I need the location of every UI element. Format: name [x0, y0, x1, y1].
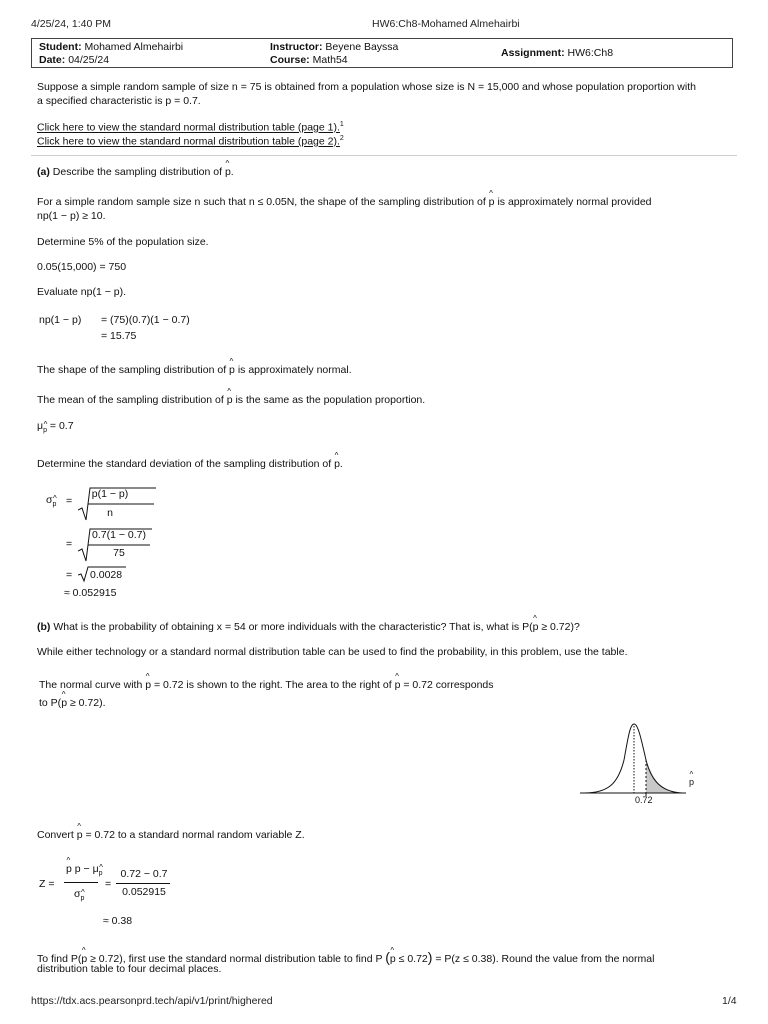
z-fraction-bar-1 [64, 882, 98, 883]
table-link-page-2[interactable]: Click here to view the standard normal distribution table (page 2).$^2$ [37, 135, 344, 148]
sd-result: ≈ 0.052915 [64, 587, 117, 599]
section-divider [31, 155, 737, 156]
student-name: Mohamed Almehairbi [84, 41, 184, 53]
five-percent-calc: 0.05(15,000) = 750 [37, 261, 127, 273]
z-lhs: Z = [39, 878, 55, 890]
sd-sqrt-value: 0.0028 [90, 569, 123, 581]
date-row: Date: 04/25/24 [39, 54, 110, 66]
z-result: ≈ 0.38 [103, 915, 133, 927]
sd-heading: Determine the standard deviation of the sampling distribution of ^ p. [37, 458, 343, 470]
part-b-question: (b) What is the probability of obtaining x = 54 or more individuals with the characteristic? That is, what is P(^ p ≥ 0.72)? [37, 621, 580, 633]
z-numerator-value: 0.72 − 0.7 [120, 868, 168, 880]
assignment-info-box [31, 38, 733, 68]
mean-value: μ^ $_p$ = 0.7 [37, 420, 74, 434]
student-row: Student: Mohamed Almehairbi [39, 41, 184, 53]
z-denominator-symbolic: σ^ $_p$ [74, 888, 84, 902]
problem-line-1: Suppose a simple random sample of size n = 75 is obtained from a population whose size is N = 15,000 and whose population proportion with [37, 81, 696, 93]
z-equals: = [105, 878, 112, 890]
part-a-heading: (a) Describe the sampling distribution of ^ p. [37, 166, 234, 178]
footer-url: https://tdx.acs.pearsonprd.tech/api/v1/print/highered [31, 995, 273, 1007]
np-step-1: = (75)(0.7)(1 − 0.7) [101, 314, 190, 326]
table-link-page-1[interactable]: Click here to view the standard normal distribution table (page 1).$^1$ [37, 121, 344, 134]
sigma-symbol: σ^ $_p$ [46, 494, 56, 508]
mean-statement: The mean of the sampling distribution of ^ p is the same as the population proportion. [37, 394, 425, 406]
assignment-row: Assignment: HW6:Ch8 [501, 47, 614, 59]
course-row: Course: Math54 [270, 54, 348, 66]
np-lhs: np(1 − p) [39, 314, 82, 326]
evaluate-heading: Evaluate np(1 − p). [37, 286, 127, 298]
sd-numerator-2: 0.7(1 − 0.7) [92, 529, 146, 541]
find-probability-line-1: To find P(^ p ≥ 0.72), first use the standard normal distribution table to find P (^ p ≤ 0.72) = P(z ≤ 0.38). Round the value from the normal [37, 949, 654, 965]
sd-equals-3: = [66, 569, 73, 581]
tick-label: 0.72 [635, 795, 653, 805]
instructor-name: Beyene Bayssa [325, 41, 399, 53]
course-value: Math54 [312, 54, 348, 66]
z-fraction-bar-2 [116, 883, 170, 884]
axis-label-p: ^ p [689, 777, 694, 787]
technology-note: While either technology or a standard normal distribution table can be used to find the probability, in this problem, use the table. [37, 646, 628, 658]
sd-equals-1: = [66, 495, 73, 507]
find-probability-line-2: distribution table to four decimal places. [37, 963, 222, 975]
normality-condition-line-1: For a simple random sample size n such that n ≤ 0.05N, the shape of the sampling distribution of ^ p is approximately normal provided [37, 196, 652, 208]
page-number: 1/4 [722, 995, 737, 1007]
normal-curve-text-2: to P(^ p ≥ 0.72). [39, 697, 105, 709]
sd-denominator-1: n [107, 507, 113, 519]
shape-statement: The shape of the sampling distribution of ^ p is approximately normal. [37, 364, 352, 376]
instructor-row: Instructor: Beyene Bayssa [270, 41, 399, 53]
normality-condition-line-2: np(1 − p) ≥ 10. [37, 210, 106, 222]
five-percent-heading: Determine 5% of the population size. [37, 236, 209, 248]
assignment-value: HW6:Ch8 [567, 47, 614, 59]
sd-equals-2: = [66, 538, 73, 550]
sd-denominator-2: 75 [113, 547, 125, 559]
z-denominator-value: 0.052915 [122, 886, 166, 898]
np-step-2: = 15.75 [101, 330, 137, 342]
convert-statement: Convert ^ p = 0.72 to a standard normal random variable Z. [37, 829, 305, 841]
print-datetime: 4/25/24, 1:40 PM [31, 18, 111, 30]
z-numerator-symbolic: ^ p p − μ^ $_p$ [66, 863, 103, 877]
normal-curve-text-1: The normal curve with ^ p = 0.72 is shown to the right. The area to the right of ^ p = 0.72 corresponds [39, 679, 494, 691]
date-value: 04/25/24 [68, 54, 110, 66]
normal-curve [584, 724, 682, 793]
sd-numerator-1: p(1 − p) [91, 488, 129, 500]
problem-line-2: a specified characteristic is p = 0.7. [37, 95, 201, 107]
print-title: HW6:Ch8-Mohamed Almehairbi [372, 18, 520, 30]
